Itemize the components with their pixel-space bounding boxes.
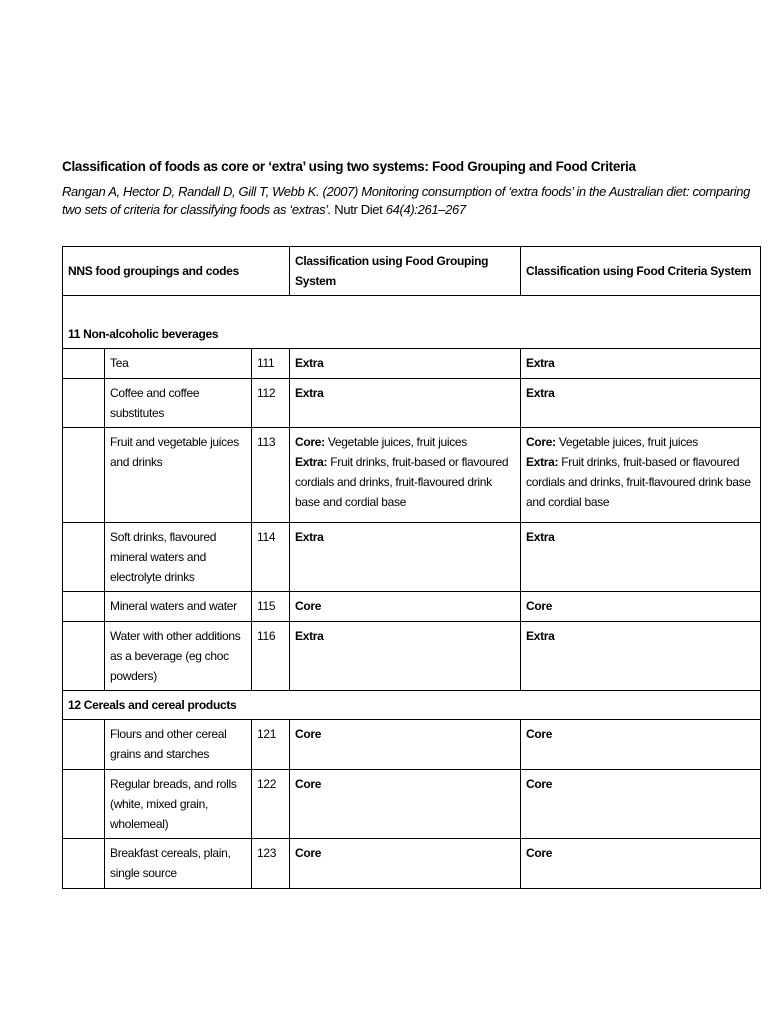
row-code: 112 xyxy=(252,379,290,428)
row-code: 121 xyxy=(252,720,290,770)
document-title: Classification of foods as core or ‘extra’ using two systems: Food Grouping and Food Criteria xyxy=(62,159,636,174)
row-code: 122 xyxy=(252,770,290,839)
section-row xyxy=(63,691,761,720)
core-text: Vegetable juices, fruit juices xyxy=(324,435,467,449)
row-grouping: Core xyxy=(290,839,521,889)
table-row xyxy=(63,622,761,691)
row-name: Coffee and coffee substitutes xyxy=(105,379,252,428)
row-name xyxy=(105,770,252,839)
row-grouping: Extra xyxy=(290,622,521,691)
table-header-row xyxy=(63,247,761,296)
table-row xyxy=(63,592,761,622)
row-criteria: Extra xyxy=(521,379,761,428)
extra-text: Fruit drinks, fruit-based or flavoured cordials and drinks, fruit-flavoured drink base and cordial base xyxy=(295,455,509,509)
core-label: Core: xyxy=(526,435,556,449)
section-title: 12 Cereals and cereal products xyxy=(63,691,761,720)
row-criteria: Core xyxy=(521,770,761,839)
row-code: 113 xyxy=(252,428,290,523)
header-grouping-system: Classification using Food Grouping System xyxy=(290,247,521,296)
extra-label: Extra: xyxy=(526,455,559,469)
row-name: Tea xyxy=(105,349,252,379)
table-row xyxy=(63,770,761,839)
row-criteria: Core xyxy=(521,592,761,622)
core-label: Core: xyxy=(295,435,325,449)
row-name: Fruit and vegetable juices and drinks xyxy=(105,428,252,523)
row-criteria: Core xyxy=(521,839,761,889)
row-name: Water with other additions as a beverage (eg choc powders) xyxy=(105,622,252,691)
row-name: Breakfast cereals, plain, single source xyxy=(105,839,252,889)
row-name: Flours and other cereal grains and starches xyxy=(105,720,252,770)
row-grouping: Core xyxy=(290,720,521,770)
row-grouping: Core xyxy=(290,592,521,622)
row-grouping: Extra xyxy=(290,349,521,379)
row-name: Mineral waters and water xyxy=(105,592,252,622)
section-title: 11 Non-alcoholic beverages xyxy=(63,296,761,349)
row-code: 116 xyxy=(252,622,290,691)
table-row xyxy=(63,839,761,889)
document xyxy=(62,158,760,880)
row-name-line2: (white, mixed grain, wholemeal) xyxy=(110,797,209,831)
header-groupings: NNS food groupings and codes xyxy=(63,247,290,296)
row-grouping: Extra xyxy=(290,379,521,428)
row-criteria: Core xyxy=(521,720,761,770)
table-row xyxy=(63,523,761,592)
citation-journal: Nutr Diet xyxy=(331,202,386,217)
row-name: Soft drinks, flavoured mineral waters and electrolyte drinks xyxy=(105,523,252,592)
section-row xyxy=(63,296,761,349)
row-grouping: Extra xyxy=(290,523,521,592)
citation-volume: 64(4):261–267 xyxy=(385,202,466,217)
citation-authors-title: Rangan A, Hector D, Randall D, Gill T, Webb K. (2007) Monitoring consumption of ‘extra foods’ in the Australian diet: comparing two sets of criteria for classifying foods as ‘extras’. xyxy=(62,184,751,217)
row-name-line1: Regular breads, and rolls xyxy=(110,777,237,791)
table-row xyxy=(63,720,761,770)
row-code: 115 xyxy=(252,592,290,622)
table-row xyxy=(63,349,761,379)
extra-label: Extra: xyxy=(295,455,328,469)
core-text: Vegetable juices, fruit juices xyxy=(555,435,698,449)
extra-text: Fruit drinks, fruit-based or flavoured cordials and drinks, fruit-flavoured drink base and cordial base xyxy=(526,455,751,509)
row-code: 111 xyxy=(252,349,290,379)
row-criteria: Extra xyxy=(521,622,761,691)
row-criteria xyxy=(521,428,761,523)
table-row xyxy=(63,379,761,428)
header-criteria-system: Classification using Food Criteria System xyxy=(521,247,761,296)
citation xyxy=(62,183,760,219)
row-grouping xyxy=(290,428,521,523)
row-code: 114 xyxy=(252,523,290,592)
row-code: 123 xyxy=(252,839,290,889)
row-criteria: Extra xyxy=(521,349,761,379)
row-grouping: Core xyxy=(290,770,521,839)
row-criteria: Extra xyxy=(521,523,761,592)
classification-table xyxy=(62,246,761,889)
table-row xyxy=(63,428,761,523)
